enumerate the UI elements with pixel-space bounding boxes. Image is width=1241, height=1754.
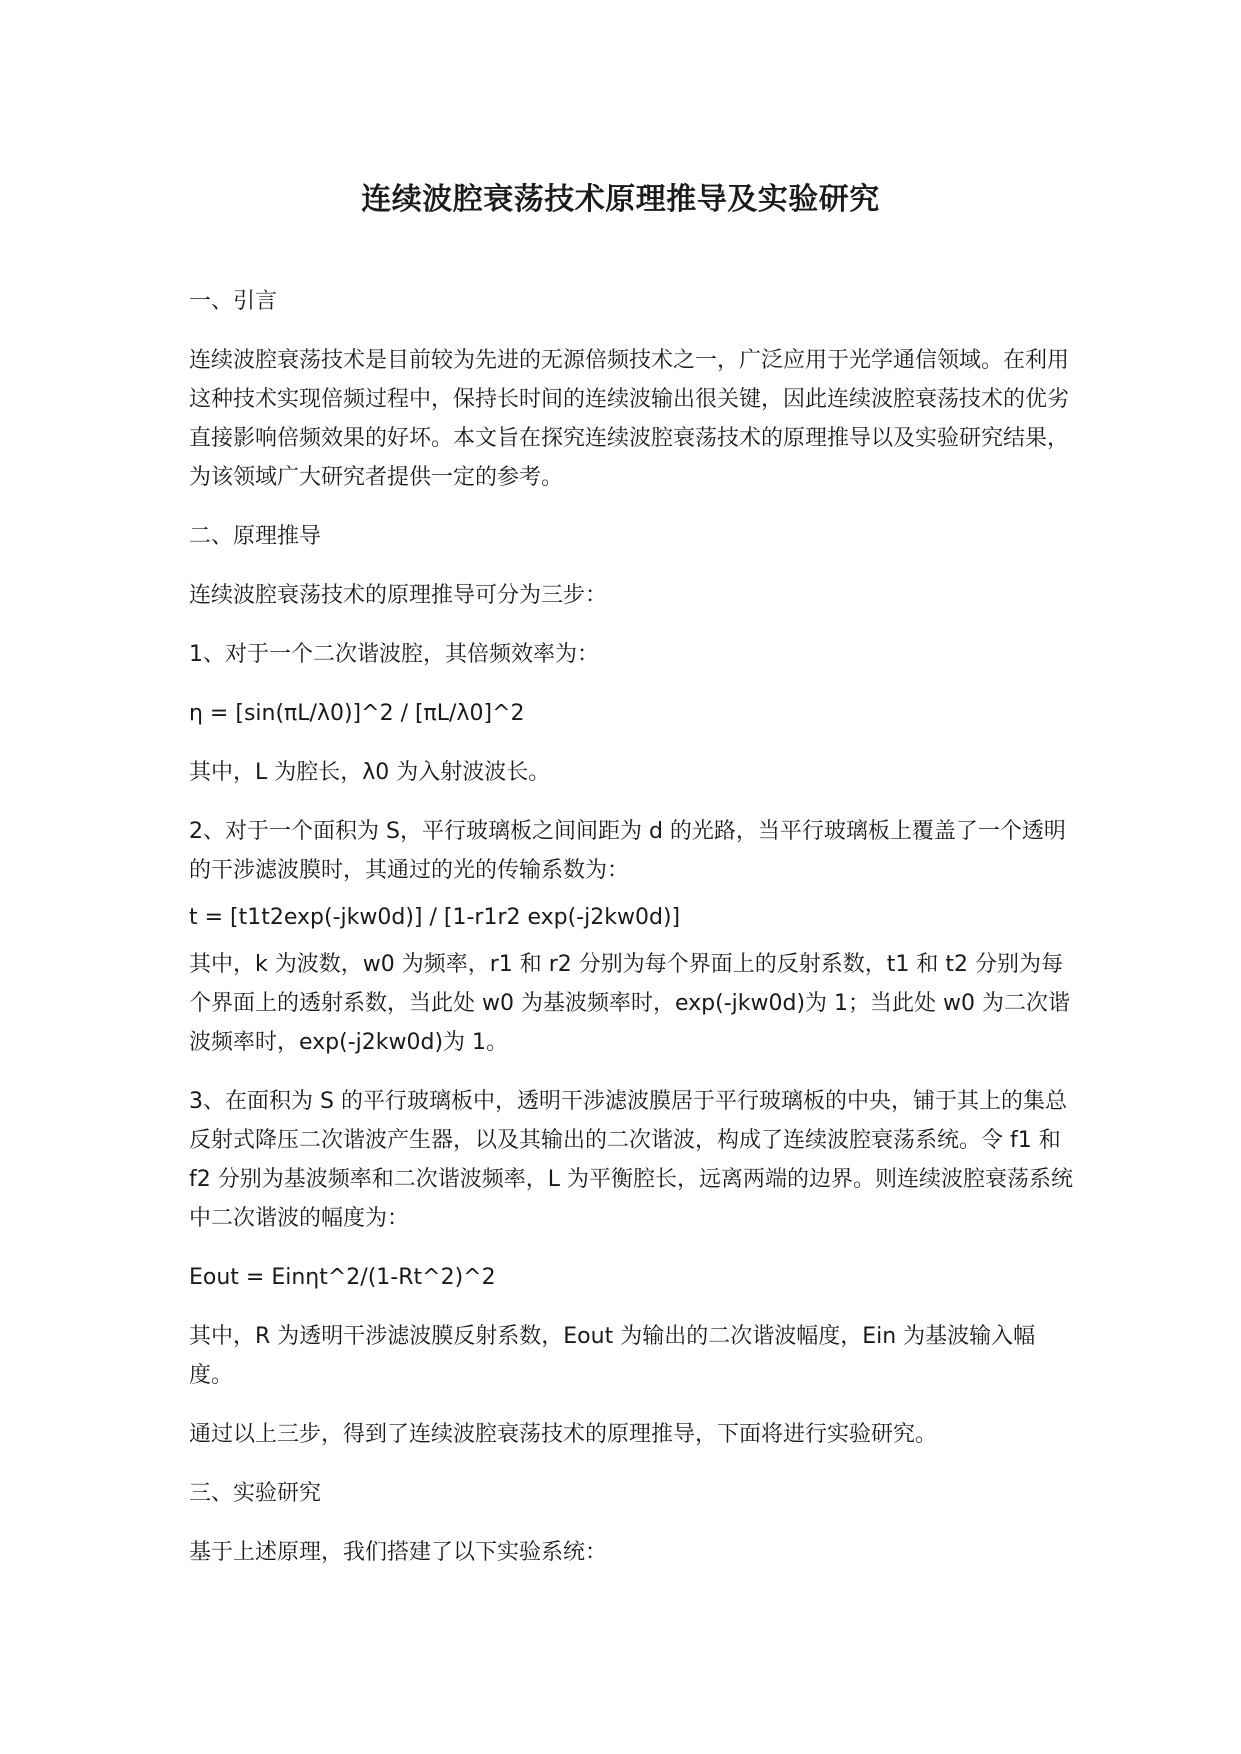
step-2: 2、对于一个面积为 S，平行玻璃板之间间距为 d 的光路，当平行玻璃板上覆盖了一个透明的干涉滤波膜时，其通过的光的传输系数为：: [189, 819, 1066, 883]
section-heading-experiment: 三、实验研究: [189, 1481, 322, 1506]
step-1: 1、对于一个二次谐波腔，其倍频效率为：: [189, 642, 599, 667]
paragraph-principle-conclusion: 通过以上三步，得到了连续波腔衰荡技术的原理推导，下面将进行实验研究。: [189, 1422, 938, 1447]
note-1: 其中，L 为腔长，λ0 为入射波波长。: [189, 760, 551, 785]
section-heading-intro: 一、引言: [189, 289, 278, 314]
paragraph-intro: 连续波腔衰荡技术是目前较为先进的无源倍频技术之一，广泛应用于光学通信领域。在利用这种技术实现倍频过程中，保持长时间的连续波输出很关键，因此连续波腔衰荡技术的优劣直接影响倍频效果的好坏。本文旨在探究连续波腔衰荡技术的原理推导以及实验研究结果，为该领域广大研究者提供一定的参考。: [189, 348, 1070, 490]
formula-2: t = [t1t2exp(-jkw0d)] / [1-r1r2 exp(-j2kw0d)]: [189, 905, 681, 930]
note-3: 其中，R 为透明干涉滤波膜反射系数，Eout 为输出的二次谐波幅度，Ein 为基波输入幅度。: [189, 1324, 1036, 1388]
document-body: [189, 282, 1079, 1572]
paragraph-experiment-intro: 基于上述原理，我们搭建了以下实验系统：: [189, 1540, 608, 1565]
document-title: 连续波腔衰荡技术原理推导及实验研究: [361, 182, 880, 217]
section-heading-principle: 二、原理推导: [189, 524, 322, 549]
note-2: 其中，k 为波数，w0 为频率，r1 和 r2 分别为每个界面上的反射系数，t1 和 t2 分别为每个界面上的透射系数，当此处 w0 为基波频率时，exp(-jkw0d)为 1；当此处 w0 为二次谐波频率时，exp(-j2kw0d)为 1。: [189, 952, 1070, 1055]
formula-3: Eout = Einηt^2/(1-Rt^2)^2: [189, 1265, 496, 1290]
paragraph-principle-intro: 连续波腔衰荡技术的原理推导可分为三步：: [189, 583, 608, 608]
formula-1: η = [sin(πL/λ0)]^2 / [πL/λ0]^2: [189, 701, 525, 726]
step-3: 3、在面积为 S 的平行玻璃板中，透明干涉滤波膜居于平行玻璃板的中央，铺于其上的集总反射式降压二次谐波产生器，以及其输出的二次谐波，构成了连续波腔衰荡系统。令 f1 和 f2 分别为基波频率和二次谐波频率，L 为平衡腔长，远离两端的边界。则连续波腔衰荡系统中二次谐波的幅度为：: [189, 1089, 1073, 1231]
